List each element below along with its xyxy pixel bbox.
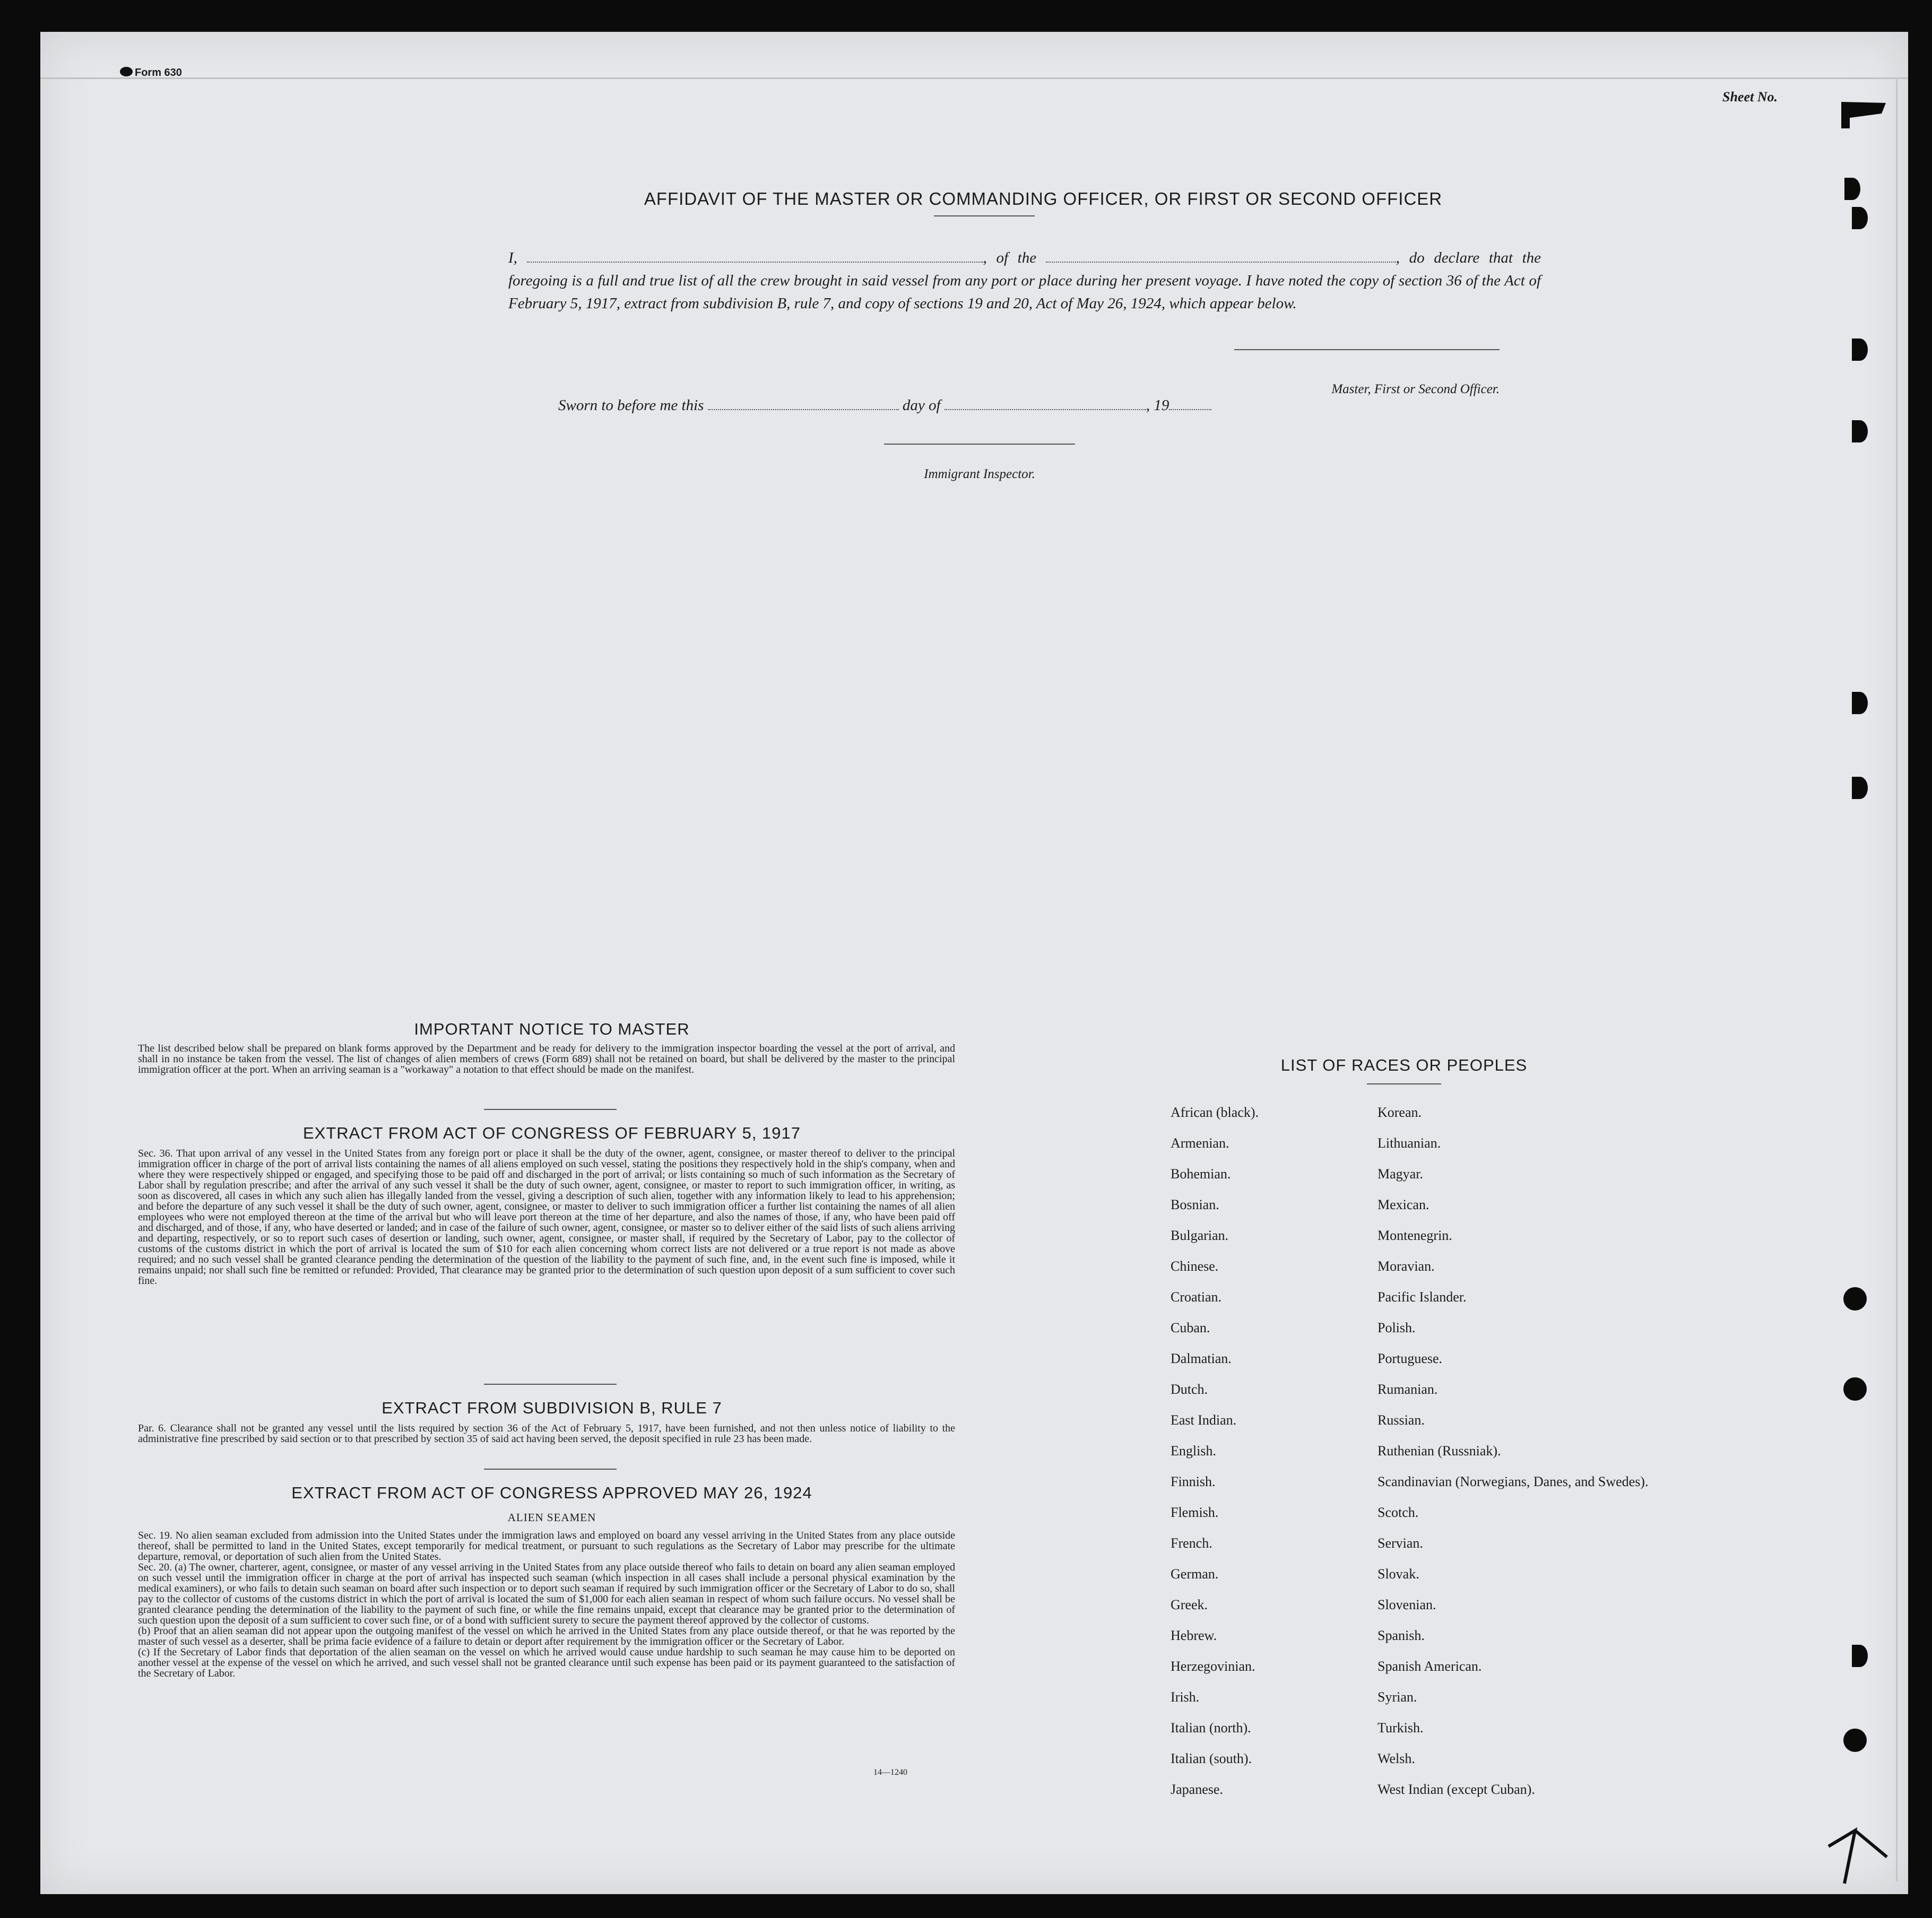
print-code: 14—1240 (873, 1768, 907, 1777)
extract-1924-body (138, 1530, 955, 1679)
alien-seamen-subtitle: ALIEN SEAMEN (507, 1511, 596, 1524)
race-item: West Indian (except Cuban). (1377, 1782, 1535, 1797)
extract-1924-title: EXTRACT FROM ACT OF CONGRESS APPROVED MAY 26, 1924 (291, 1483, 812, 1502)
form-number: Form 630 (135, 67, 182, 79)
races-right-column (1377, 1104, 1653, 1811)
race-item: Ruthenian (Russniak). (1377, 1443, 1501, 1459)
race-item: Polish. (1377, 1320, 1416, 1335)
race-item: Slovak. (1377, 1566, 1419, 1582)
punch-mark (120, 67, 133, 76)
binder-hole (1852, 420, 1868, 442)
race-item: African (black). (1171, 1105, 1259, 1120)
race-item: Spanish American. (1377, 1659, 1482, 1674)
signature-line[interactable] (1234, 349, 1500, 350)
race-item: Russian. (1377, 1412, 1425, 1428)
race-item: Italian (north). (1171, 1720, 1251, 1735)
race-item: Moravian. (1377, 1259, 1435, 1274)
binder-hole (1843, 1729, 1867, 1752)
race-item: Scotch. (1377, 1505, 1419, 1520)
race-item: Bohemian. (1171, 1166, 1231, 1182)
divider (1367, 1083, 1441, 1084)
race-item: Bosnian. (1171, 1197, 1219, 1212)
binder-hole (1852, 339, 1868, 361)
race-item: Syrian. (1377, 1689, 1417, 1705)
declaration-text: that the foregoing is a full and true list of all the crew brought in said vessel from any port or place during her present voyage. I have noted the copy of section 36 of the Act of February 5, 1917, extract from subdivision B, rule 7, and copy of sections 19 and 20, Act of May 26, 1924, which appear below. (508, 249, 1541, 312)
race-item: English. (1171, 1443, 1216, 1459)
affidavit-declaration (508, 247, 1541, 315)
inspector-caption: Immigrant Inspector. (924, 467, 1035, 481)
of-the-text: , of the (983, 249, 1037, 266)
race-item: Lithuanian. (1377, 1135, 1441, 1151)
extract-rule7-body: Par. 6. Clearance shall not be granted any vessel until the lists required by section 36 of the Act of February 5, 1917, have been furnished, and not then unless notice of liability to the administrative fine prescribed by said section or to that prescribed by section 35 of said act having been served, the deposit specified in rule 23 has been made. (138, 1422, 955, 1445)
race-item: French. (1171, 1535, 1212, 1551)
right-page-edge (1896, 77, 1898, 1881)
inspector-signature-line[interactable] (884, 444, 1075, 445)
vessel-name-field[interactable] (1046, 250, 1396, 263)
do-declare-text: , do declare (1396, 249, 1480, 266)
race-item: Dutch. (1171, 1382, 1208, 1397)
sec20a-text: Sec. 20. (a) The owner, charterer, agent, consignee, or master of any vessel arriving in the United States from any place outside thereof who fails to detain on board any alien seaman employed on such vessel until the immigration officer in charge at the port of arrival has inspected such seaman (which inspection in all cases shall include a personal physical examination by the medical examiners), or who fails to detain such seaman on board after such inspection or to deport such seaman if required by such immigration officer or the Secretary of Labor to do so, shall pay to the collector of customs of the customs district in which the port of arrival is located the sum of $1,000 for each alien seaman in respect of whom such failure occurs. No vessel shall be granted clearance pending the determination of the liability to the payment of such fine, or while the fine remains unpaid, except that clearance may be granted prior to the determination of such question upon the deposit of a sum sufficient to cover such fine, or of a bond with sufficient surety to secure the payment thereof approved by the collector of customs. (138, 1561, 955, 1626)
month-field[interactable] (945, 397, 1146, 410)
extract-1917-title: EXTRACT FROM ACT OF CONGRESS OF FEBRUARY 5, 1917 (302, 1124, 801, 1142)
race-item: East Indian. (1171, 1412, 1237, 1428)
race-item: Greek. (1171, 1597, 1208, 1612)
day-field[interactable] (708, 397, 899, 410)
race-item: Irish. (1171, 1689, 1200, 1705)
race-item: Rumanian. (1377, 1382, 1438, 1397)
divider (484, 1109, 617, 1110)
sec20c-text: (c) If the Secretary of Labor finds that deportation of the alien seaman on the vessel on which he arrived would cause undue hardship to such seaman he may cause him to be deported on another vessel at the expense of the vessel on which he arrived, and such vessel shall not be granted clearance until such expense has been paid or its payment guaranteed to the satisfaction of the Secretary of Labor. (138, 1646, 955, 1679)
back-page-edge (40, 77, 1908, 79)
race-item: Flemish. (1171, 1505, 1219, 1520)
flag-mark-icon (1839, 100, 1887, 129)
officer-name-field[interactable] (527, 250, 983, 263)
race-item: Portuguese. (1377, 1351, 1443, 1366)
signature-caption: Master, First or Second Officer. (1331, 382, 1500, 396)
extract-1917-body: Sec. 36. That upon arrival of any vessel in the United States from any foreign port or place it shall be the duty of the owner, agent, consignee, or master thereof to deliver to the principal immigration officer in charge of the port of arrival lists containing the names of all aliens employed on such vessel, stating the positions they respectively hold in the ship's company, when and where they were respectively shipped or engaged, and specifying those to be paid off and discharged in the port of arrival; or lists containing so much of such information as the Secretary of Labor shall by regulation prescribe; and after the arrival of any such vessel it shall be the duty of such owner, agent, consignee, or master to report to such immigration officer, in writing, as soon as discovered, all cases in which any such alien has illegally landed from the vessel, giving a description of such alien, together with any information likely to lead to his apprehension; and before the departure of any such vessel it shall be the duty of such owner, agent, consignee, or master to deliver to such immigration officer a further list containing the names of all alien employees who were not employed thereon at the time of the arrival but who will leave port thereon at the time of her departure, and also the names of those, if any, who have been paid off and discharged, and of those, if any, who have deserted or landed; and in case of the failure of such owner, agent, consignee, or master so to deliver either of the said lists of such aliens arriving and departing, respectively, or so to report such cases of desertion or landing, such owner, agent, consignee, or master shall, if required by the Secretary of Labor, pay to the collector of customs of the customs district in which the port of arrival is located the sum of $10 for each alien concerning whom correct lists are not delivered or a true report is not made as above required; and no such vessel shall be granted clearance pending the determination of the question of the liability to the payment of such fine, and, in the event such fine is imposed, while it remains unpaid; nor shall such fine be remitted or refunded: Provided, That clearance may be granted prior to the determination of such question upon deposit of a sum sufficient to cover such fine. (138, 1148, 955, 1287)
affidavit-title: AFFIDAVIT OF THE MASTER OR COMMANDING OFFICER, OR FIRST OR SECOND OFFICER (644, 189, 1443, 209)
race-item: Cuban. (1171, 1320, 1210, 1335)
race-item: Chinese. (1171, 1259, 1219, 1274)
handwritten-mark-icon (1823, 1815, 1898, 1889)
race-item: Dalmatian. (1171, 1351, 1232, 1366)
binder-hole (1852, 692, 1868, 714)
sec19-text: Sec. 19. No alien seaman excluded from admission into the United States under the immigration laws and employed on board any vessel arriving in the United States from any place outside thereof, shall be permitted to land in the United States, except temporarily for medical treatment, or pursuant to such regulations as the Secretary of Labor may prescribe for the ultimate departure, removal, or deportation of such alien from the United States. (138, 1530, 955, 1563)
race-item: Herzegovinian. (1171, 1659, 1255, 1674)
day-of-text: day of (902, 397, 941, 414)
race-item: Pacific Islander. (1377, 1289, 1467, 1305)
race-item: Finnish. (1171, 1474, 1216, 1489)
divider (484, 1469, 617, 1470)
sec20b-text: (b) Proof that an alien seaman did not appear upon the outgoing manifest of the vessel on which he arrived in the United States from any place outside thereof, or that he was reported by the master of such vessel as a deserter, shall be prima facie evidence of a failure to detain or deport after requirement by the immigration officer or the Secretary of Labor. (138, 1625, 955, 1647)
sheet-number-label: Sheet No. (1722, 89, 1778, 105)
race-item: Spanish. (1377, 1628, 1425, 1643)
race-item: Armenian. (1171, 1135, 1229, 1151)
race-item: Croatian. (1171, 1289, 1222, 1305)
divider (934, 215, 1035, 216)
race-item: Bulgarian. (1171, 1228, 1229, 1243)
race-item: Slovenian. (1377, 1597, 1436, 1612)
year-field[interactable] (1169, 397, 1211, 410)
binder-hole (1843, 1377, 1867, 1401)
pronoun-text: I, (508, 249, 517, 266)
document-sheet (40, 32, 1908, 1894)
binder-hole (1852, 207, 1868, 229)
binder-hole (1844, 178, 1860, 200)
sworn-line (558, 397, 1354, 414)
race-item: Scandinavian (Norwegians, Danes, and Swedes). (1377, 1474, 1649, 1489)
race-item: Turkish. (1377, 1720, 1424, 1735)
race-item: Japanese. (1171, 1782, 1223, 1797)
race-item: Magyar. (1377, 1166, 1423, 1182)
sworn-prefix: Sworn to before me this (558, 397, 704, 414)
binder-hole (1852, 1645, 1868, 1667)
races-title: LIST OF RACES OR PEOPLES (1280, 1056, 1528, 1074)
race-item: German. (1171, 1566, 1219, 1582)
race-item: Korean. (1377, 1105, 1422, 1120)
year-prefix: , 19 (1146, 397, 1169, 414)
race-item: Mexican. (1377, 1197, 1429, 1212)
race-item: Servian. (1377, 1535, 1423, 1551)
race-item: Welsh. (1377, 1751, 1415, 1766)
notice-body: The list described below shall be prepared on blank forms approved by the Department and be ready for delivery to the immigration inspector boarding the vessel at the port of arrival, and shall in no instance be taken from the vessel. The list of changes of alien members of crews (Form 689) shall not be retained on board, but shall be delivered by the master to the principal immigration officer at the port. When an arriving seaman is a "workaway" a notation to that effect should be made on the manifest. (138, 1043, 955, 1075)
race-item: Italian (south). (1171, 1751, 1252, 1766)
notice-title: IMPORTANT NOTICE TO MASTER (414, 1020, 690, 1038)
binder-hole (1843, 1287, 1867, 1311)
races-left-column (1171, 1104, 1362, 1811)
extract-rule7-title: EXTRACT FROM SUBDIVISION B, RULE 7 (382, 1399, 722, 1417)
binder-hole (1852, 777, 1868, 799)
race-item: Montenegrin. (1377, 1228, 1452, 1243)
race-item: Hebrew. (1171, 1628, 1217, 1643)
divider (484, 1384, 617, 1385)
